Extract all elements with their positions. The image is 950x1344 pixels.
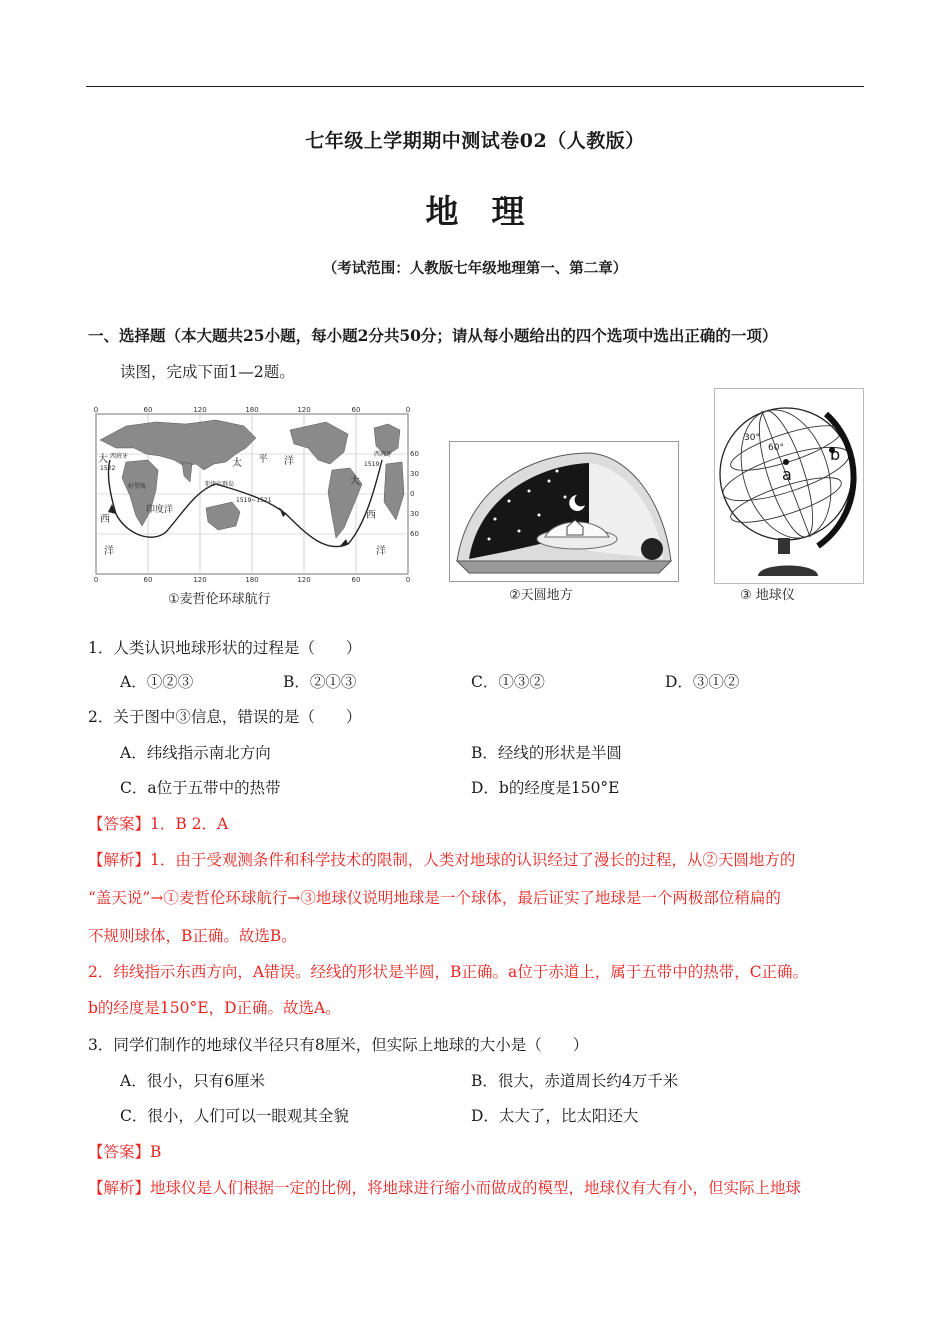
globe-point-a: a [782,465,792,484]
right-tick: 30 [410,470,419,478]
question-3-option-b: B．很大，赤道周长约4万千米 [471,1072,679,1090]
map-label: 大 [98,454,108,465]
fig1-caption: ①麦哲伦环球航行 [168,592,271,607]
answer-3 [88,1140,161,1162]
map-label: 洋 [284,456,294,467]
analysis-tag: 【解析】 [88,851,151,869]
fig2-caption: ②天圆地方 [509,588,573,603]
question-1-stem: 1．人类认识地球形状的过程是（ ） [88,639,362,657]
question-1-option-b: B．②①③ [283,673,357,691]
question-3-option-d: D．太大了，比太阳还大 [471,1107,639,1125]
map-label: 西班牙 [110,453,129,460]
answer-text: 1．B 2．A [150,815,229,833]
analysis-1-2-line-5: b的经度是150°E，D正确。故选A。 [88,999,341,1017]
exam-title: 七年级上学期期中测试卷02（人教版） [305,130,645,152]
fig3-caption: ③ 地球仪 [740,588,795,603]
globe-point-b: b [830,445,841,464]
question-2-option-a: A．纬线指示南北方向 [120,744,271,762]
analysis-1-2-line-2: “盖天说”→①麦哲伦环球航行→③地球仪说明地球是一个球体，最后证实了地球是一个两极部位稍扁的 [88,889,781,907]
map-label: 印度洋 [146,505,174,515]
map-label: 好望角 [128,483,147,490]
analysis-3-line-1 [88,1176,801,1198]
answer-tag: 【答案】 [88,1143,151,1161]
question-2-option-d: D．b的经度是150°E [471,779,620,797]
top-tick: 60 [351,406,361,414]
map-label: 菲律宾群岛 [204,481,235,488]
map-label: 太 [232,458,242,469]
map-label: 1522 [100,465,116,472]
right-tick: 60 [410,530,419,538]
answer-1-2 [88,812,228,834]
map-label: 大 [350,476,360,487]
map-label: 1519~1521 [236,497,272,504]
bottom-tick: 180 [245,576,259,584]
map-label: 平 [258,454,268,465]
answer-text: B [150,1143,162,1161]
subject-title: 地 理 [425,192,525,231]
map-label: 洋 [376,546,386,557]
right-tick: 0 [410,490,415,498]
question-2-stem: 2．关于图中③信息，错误的是（ ） [88,708,362,726]
bottom-tick: 0 [405,576,411,584]
top-tick: 60 [143,406,153,414]
analysis-1-2-line-4: 2．纬线指示东西方向，A错误。经线的形状是半圆，B正确。a位于赤道上，属于五带中的热带，C正确。 [88,963,809,981]
analysis-text: 地球仪是人们根据一定的比例，将地球进行缩小而做成的模型，地球仪有大有小，但实际上地球 [150,1179,802,1197]
globe [714,388,864,584]
right-tick: 30 [410,510,419,518]
bottom-tick: 60 [351,576,361,584]
world-map [86,404,419,584]
globe-lon-label: 60° [768,443,784,453]
top-tick: 120 [193,406,207,414]
analysis-1-2-line-3: 不规则球体，B正确。故选B。 [88,927,297,945]
analysis-text: 1．由于受观测条件和科学技术的限制，人类对地球的认识经过了漫长的过程，从②天圆地方的 [150,851,796,869]
top-tick: 0 [405,406,411,414]
analysis-tag: 【解析】 [88,1179,151,1197]
magellan-map-figure [86,404,419,584]
question-3-option-c: C．很小，人们可以一眼观其全貌 [120,1107,349,1125]
globe-lat-label: 30° [744,433,760,443]
map-label: 西 [366,510,376,521]
map-label: 西 [100,514,110,525]
sky-dome [449,441,679,582]
question-2-option-b: B．经线的形状是半圆 [471,744,622,762]
question-1-option-a: A．①②③ [120,673,194,691]
bottom-tick: 60 [143,576,153,584]
header-rule [86,86,864,87]
right-tick: 60 [410,450,419,458]
section-intro: 读图，完成下面1—2题。 [120,363,295,381]
top-tick: 180 [245,406,259,414]
section-heading: 一、选择题（本大题共25小题，每小题2分共50分；请从每小题给出的四个选项中选出正确的一项） [88,326,778,345]
globe-figure [714,388,864,584]
map-label: 西班牙 [374,451,393,458]
question-2-option-c: C．a位于五带中的热带 [120,779,281,797]
sky-dome-figure [449,441,679,582]
bottom-tick: 0 [93,576,99,584]
question-3-option-a: A．很小，只有6厘米 [120,1072,266,1090]
question-3-stem: 3．同学们制作的地球仪半径只有8厘米，但实际上地球的大小是（ ） [88,1036,589,1054]
bottom-tick: 120 [193,576,207,584]
exam-scope: （考试范围：人教版七年级地理第一、第二章） [322,260,628,277]
map-label: 1519 [364,461,380,468]
question-1-option-d: D．③①② [665,673,740,691]
analysis-1-2-line-1 [88,848,795,870]
top-tick: 120 [297,406,311,414]
bottom-tick: 120 [297,576,311,584]
question-1-option-c: C．①③② [471,673,545,691]
top-tick: 0 [93,406,99,414]
map-label: 洋 [104,546,114,557]
answer-tag: 【答案】 [88,815,151,833]
